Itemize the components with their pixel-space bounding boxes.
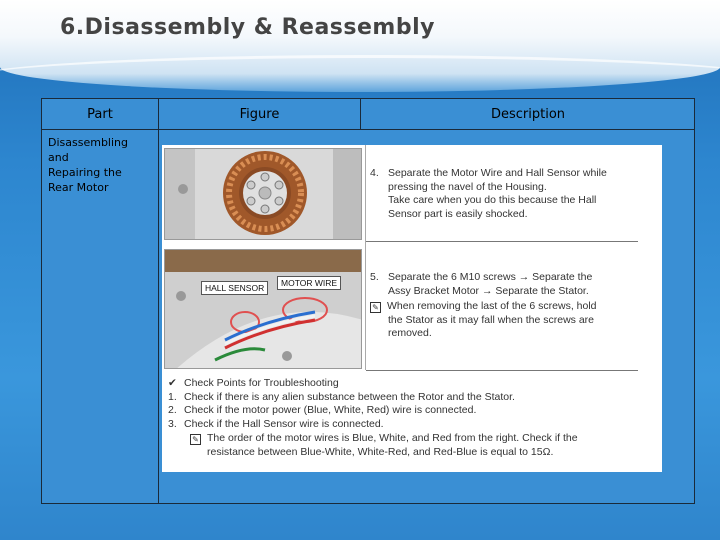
step-4 bbox=[370, 167, 632, 221]
step-note: When removing the last of the 6 screws, hold bbox=[387, 300, 597, 312]
header-description: Description bbox=[490, 106, 566, 122]
checkpoint-note: ✎ The order of the motor wires is Blue, White, and Red from the right. Check if the bbox=[168, 432, 656, 446]
step-divider bbox=[366, 241, 638, 242]
step-text: Sensor part is easily shocked. bbox=[388, 207, 528, 220]
step-divider bbox=[366, 370, 638, 371]
header-part: Part bbox=[87, 106, 113, 122]
step-text: Take care when you do this because the Hall bbox=[388, 194, 597, 206]
page-title: 6.Disassembly & Reassembly bbox=[60, 15, 435, 40]
stator-photo bbox=[164, 148, 362, 240]
hall-sensor-illustration bbox=[165, 250, 362, 369]
note-icon: ✎ bbox=[370, 302, 381, 313]
stator-illustration bbox=[165, 149, 362, 240]
step-note: removed. bbox=[388, 327, 432, 339]
header-figure: Figure bbox=[239, 106, 280, 122]
step-text: pressing the navel of the Housing. bbox=[388, 180, 547, 193]
checkpoint-note: resistance between Blue-White, White-Red, and Red-Blue is equal to 15Ω. bbox=[207, 445, 554, 458]
step-text: Separate the 6 M10 screws → Separate the bbox=[388, 271, 593, 283]
checkmark-icon: ✔ bbox=[168, 377, 177, 389]
step-number: 4. bbox=[370, 167, 379, 179]
content-panel bbox=[162, 145, 662, 472]
part-label: Disassembling and Repairing the Rear Motor bbox=[48, 136, 128, 194]
step-5 bbox=[370, 271, 632, 341]
checkpoint-item: 3. Check if the Hall Sensor wire is connected. bbox=[168, 417, 384, 430]
figure-divider bbox=[365, 145, 366, 370]
motor-wire-label: MOTOR WIRE bbox=[277, 276, 341, 290]
step-number: 5. bbox=[370, 271, 379, 283]
step-text: Separate the Motor Wire and Hall Sensor while bbox=[388, 167, 607, 179]
note-icon: ✎ bbox=[190, 434, 201, 445]
column-divider bbox=[158, 99, 159, 503]
checkpoint-item: 2. Check if the motor power (Blue, White, Red) wire is connected. bbox=[168, 404, 477, 416]
hall-sensor-label: HALL SENSOR bbox=[201, 281, 268, 295]
hall-sensor-photo bbox=[164, 249, 362, 369]
checkpoint-item: 1. Check if there is any alien substance between the Rotor and the Stator. bbox=[168, 390, 515, 403]
header-divider bbox=[42, 129, 694, 130]
step-text: Assy Bracket Motor → Separate the Stator. bbox=[388, 284, 589, 297]
checkpoints-heading: Check Points for Troubleshooting bbox=[184, 377, 339, 389]
checkpoints bbox=[168, 377, 656, 459]
step-note: the Stator as it may fall when the screws are bbox=[388, 313, 595, 326]
